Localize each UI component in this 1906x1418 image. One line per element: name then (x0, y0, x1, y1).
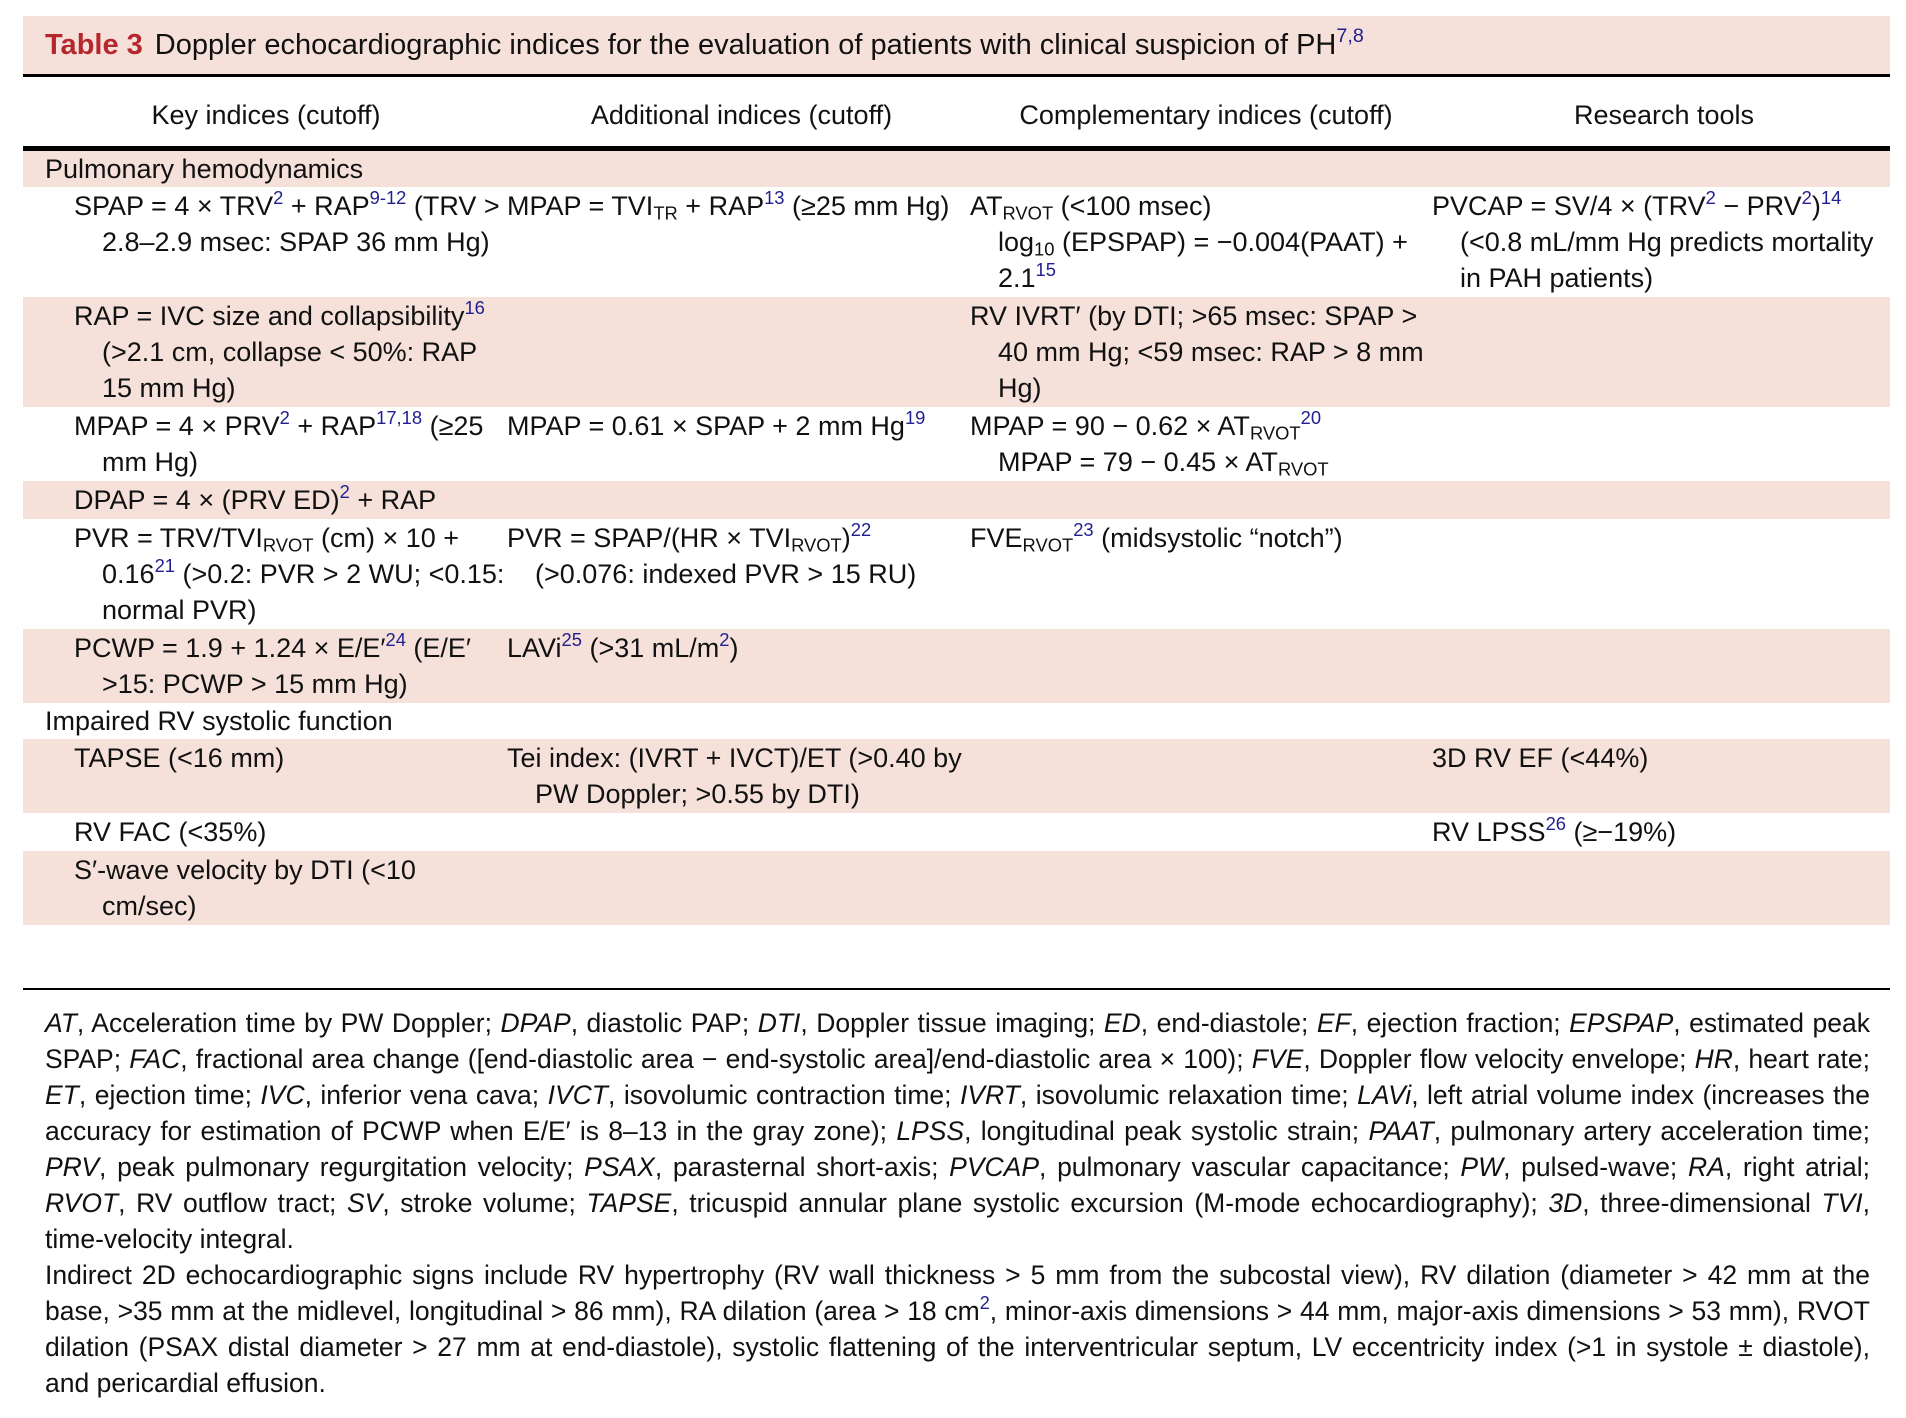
text-segment: (cm) × 10 + 0.16 (102, 523, 460, 589)
footnote-paragraph (45, 1257, 1870, 1401)
text-segment: , longitudinal peak systolic strain; (964, 1116, 1369, 1146)
text-segment: PCWP = 1.9 + 1.24 × E/E′ (74, 633, 386, 663)
abbreviation: IVC (260, 1080, 305, 1110)
abbreviation: PW (1460, 1152, 1504, 1182)
abbreviation: DPAP (500, 1008, 571, 1038)
text-segment: ) (841, 523, 851, 553)
abbreviation: 3D (1548, 1188, 1583, 1218)
cell-text (1432, 851, 1890, 853)
cell-text (1432, 739, 1890, 777)
cell-text (1432, 297, 1890, 299)
cell-text (23, 519, 507, 629)
reference-superscript: 22 (850, 518, 872, 540)
cell-text (507, 739, 970, 813)
text-segment: (≥25 mm Hg) (784, 191, 950, 221)
section-row (23, 703, 1890, 739)
text-segment: RV LPSS (1432, 817, 1546, 847)
text-segment: (>2.1 cm, collapse < 50%: RAP 15 mm Hg) (102, 337, 477, 403)
text-segment: FVE (970, 523, 1023, 553)
text-segment: 3D RV EF (<44%) (1432, 743, 1649, 773)
cell-text (507, 297, 970, 299)
subscript: TR (653, 202, 678, 224)
table-cell (970, 297, 1432, 407)
abbreviation: LPSS (896, 1116, 965, 1146)
table-cell (507, 813, 970, 851)
section-row (23, 151, 1890, 187)
abbreviation: PSAX (584, 1152, 655, 1182)
abbreviation: EPSPAP (1569, 1008, 1674, 1038)
reference-superscript: 2 (719, 628, 730, 650)
subscript: RVOT (791, 534, 842, 556)
abbreviation: FVE (1251, 1044, 1304, 1074)
text-segment: AT (970, 191, 1003, 221)
table-cell (507, 481, 970, 519)
cell-text (507, 519, 970, 593)
table-caption: Doppler echocardiographic indices for the evaluation of patients with clinical suspicion of PH (154, 29, 1337, 61)
table-cell (507, 187, 970, 297)
table-cell (507, 407, 970, 481)
header-key-indices: Key indices (cutoff) (151, 100, 381, 130)
text-segment: log (998, 227, 1035, 257)
title-reference: 7,8 (1336, 25, 1364, 48)
text-segment: , pulmonary vascular capacitance; (1039, 1152, 1461, 1182)
table-row (23, 297, 1890, 407)
text-segment: , pulsed-wave; (1503, 1152, 1688, 1182)
cell-text (970, 813, 1432, 815)
text-segment: , right atrial; (1724, 1152, 1870, 1182)
text-segment: Tei index: (IVRT + IVCT)/ET (>0.40 by PW Doppler; >0.55 by DTI) (507, 743, 962, 809)
reference-superscript: 17,18 (376, 406, 423, 428)
text-segment: , Acceleration time by PW Doppler; (76, 1008, 501, 1038)
reference-superscript: 9-12 (369, 186, 407, 208)
text-segment: PVCAP = SV/4 × (TRV (1432, 191, 1706, 221)
table-cell (970, 851, 1432, 925)
table-title (23, 16, 1890, 74)
cell-text (507, 629, 970, 667)
table-cell (1432, 187, 1890, 297)
text-segment: ) (729, 633, 739, 663)
text-segment: MPAP = 4 × PRV (74, 411, 280, 441)
text-segment: , left atrial volume index (increases the accuracy for estimation of PCWP when E/E′ is 8–13 in the gray zone); (45, 1080, 1870, 1146)
table-cell (507, 519, 970, 629)
table-cell (1432, 629, 1890, 703)
text-segment: , time-velocity integral. (45, 1188, 1871, 1254)
indices-table (23, 151, 1890, 925)
text-segment: , tricuspid annular plane systolic excursion (M-mode echocardiography); (671, 1188, 1549, 1218)
cell-text (507, 851, 970, 853)
table-cell (507, 851, 970, 925)
text-segment: MPAP = TVI (507, 191, 654, 221)
cell-text (970, 187, 1432, 297)
cell-text (1432, 629, 1890, 631)
table-row (23, 739, 1890, 813)
table-cell (970, 187, 1432, 297)
table-label: Table 3 (45, 29, 143, 61)
cell-text (23, 813, 507, 851)
reference-superscript: 13 (764, 186, 785, 208)
table-cell (23, 629, 507, 703)
reference-superscript: 2 (339, 480, 350, 502)
table-cell (507, 297, 970, 407)
text-segment: , inferior vena cava; (304, 1080, 548, 1110)
table-cell (1432, 739, 1890, 813)
text-segment: MPAP = 90 − 0.62 × AT (970, 411, 1250, 441)
text-segment: SPAP = 4 × TRV (74, 191, 274, 221)
table-footnotes (45, 1005, 1870, 1401)
abbreviation: LAVi (1357, 1080, 1412, 1110)
abbreviation: RA (1688, 1152, 1725, 1182)
text-segment: , ejection fraction; (1350, 1008, 1570, 1038)
table-cell (970, 481, 1432, 519)
abbreviation: EF (1316, 1008, 1351, 1038)
bottom-rule (23, 988, 1890, 990)
text-segment: (≥−19%) (1566, 817, 1677, 847)
cell-text (23, 407, 507, 481)
cell-text (23, 851, 507, 925)
text-segment: , heart rate; (1732, 1044, 1870, 1074)
text-segment: , stroke volume; (382, 1188, 587, 1218)
cell-text (970, 629, 1432, 631)
table-cell (970, 813, 1432, 851)
text-segment: ) (1811, 191, 1821, 221)
table-cell (23, 481, 507, 519)
cell-text (1432, 481, 1890, 483)
reference-superscript: 25 (561, 628, 582, 650)
cell-text (23, 739, 507, 777)
table-cell (1432, 297, 1890, 407)
reference-superscript: 15 (1035, 258, 1056, 280)
cell-text (1432, 187, 1890, 297)
cell-text (970, 407, 1432, 481)
reference-superscript: 21 (154, 554, 175, 576)
cell-text (970, 519, 1432, 557)
abbreviation: PVCAP (949, 1152, 1039, 1182)
text-segment: MPAP = 79 − 0.45 × AT (998, 447, 1278, 477)
cell-text (1432, 519, 1890, 521)
table-cell (970, 519, 1432, 629)
text-segment: RV IVRT′ (by DTI; >65 msec: SPAP > 40 mm Hg; <59 msec: RAP > 8 mm Hg) (970, 301, 1424, 403)
abbreviation: RVOT (45, 1188, 119, 1218)
table-cell (23, 187, 507, 297)
reference-superscript: 2 (273, 186, 284, 208)
text-segment: − PRV (1715, 191, 1802, 221)
subscript: RVOT (262, 534, 314, 556)
reference-superscript: 23 (1073, 518, 1094, 540)
text-segment: (E/E′ >15: PCWP > 15 mm Hg) (102, 633, 471, 699)
text-segment: (>0.076: indexed PVR > 15 RU) (535, 559, 917, 589)
cell-text (1432, 813, 1890, 851)
table-row (23, 407, 1890, 481)
cell-text (970, 297, 1432, 407)
table-cell (970, 739, 1432, 813)
text-segment: + RAP (677, 191, 765, 221)
reference-superscript: 2 (279, 406, 290, 428)
text-segment: , isovolumic contraction time; (608, 1080, 960, 1110)
cell-text (970, 851, 1432, 853)
table-cell (23, 813, 507, 851)
cell-text (970, 739, 1432, 741)
text-segment: TAPSE (<16 mm) (74, 743, 285, 773)
abbreviation: DTI (757, 1008, 801, 1038)
reference-superscript: 16 (464, 296, 485, 318)
text-segment: , fractional area change ([end-diastolic area − end-systolic area]/end-diastolic area × 100); (180, 1044, 1252, 1074)
text-segment: PVR = TRV/TVI (74, 523, 263, 553)
text-segment: RAP = IVC size and collapsibility (74, 301, 465, 331)
reference-superscript: 26 (1545, 812, 1566, 834)
header-additional-indices: Additional indices (cutoff) (590, 100, 893, 130)
text-segment: (EPSPAP) = −0.004(PAAT) + 2.1 (998, 227, 1408, 293)
reference-superscript: 19 (904, 406, 926, 428)
cell-text (23, 481, 507, 519)
text-segment: PVR = SPAP/(HR × TVI (507, 523, 792, 553)
cell-text (507, 187, 970, 225)
text-segment: , RV outflow tract; (118, 1188, 347, 1218)
subscript: RVOT (1022, 534, 1074, 556)
table-cell (1432, 813, 1890, 851)
table-cell (507, 739, 970, 813)
text-segment: , Doppler flow velocity envelope; (1303, 1044, 1695, 1074)
table-cell (23, 739, 507, 813)
text-segment: (<0.8 mL/mm Hg predicts mortality in PAH patients) (1460, 227, 1874, 293)
reference-superscript: 24 (385, 628, 406, 650)
text-segment: + RAP (349, 485, 437, 515)
reference-superscript: 14 (1820, 186, 1842, 208)
abbreviation: PRV (45, 1152, 100, 1182)
cell-text (970, 481, 1432, 483)
text-segment: LAVi (507, 633, 562, 663)
text-segment: (TRV > 2.8–2.9 msec: SPAP 36 mm Hg) (102, 191, 500, 257)
table-cell (1432, 519, 1890, 629)
section-heading: Pulmonary hemodynamics (23, 151, 1890, 187)
section-heading: Impaired RV systolic function (45, 706, 393, 736)
text-segment: , parasternal short-axis; (654, 1152, 950, 1182)
subscript: 10 (1034, 238, 1055, 260)
table-row (23, 519, 1890, 629)
text-segment: (midsystolic “notch”) (1093, 523, 1343, 553)
text-segment: , end-diastole; (1140, 1008, 1317, 1038)
table-row (23, 813, 1890, 851)
table-row (23, 481, 1890, 519)
text-segment: (>0.2: PVR > 2 WU; <0.15: normal PVR) (102, 559, 505, 625)
cell-text (507, 481, 970, 483)
column-headers (23, 77, 1890, 153)
reference-superscript: 2 (1801, 186, 1812, 208)
cell-text (23, 629, 507, 703)
cell-text (23, 297, 507, 407)
abbreviation: IVCT (547, 1080, 608, 1110)
cell-text (507, 407, 970, 445)
text-segment: , isovolumic relaxation time; (1019, 1080, 1358, 1110)
text-segment: DPAP = 4 × (PRV ED) (74, 485, 340, 515)
text-segment: RV FAC (<35%) (74, 817, 267, 847)
table-cell (23, 851, 507, 925)
table-cell (970, 407, 1432, 481)
subscript: RVOT (1002, 202, 1054, 224)
text-segment: + RAP (289, 411, 377, 441)
table-row (23, 187, 1890, 297)
table-cell (23, 407, 507, 481)
abbreviation: SV (347, 1188, 383, 1218)
table-cell (1432, 481, 1890, 519)
text-segment: , peak pulmonary regurgitation velocity; (99, 1152, 585, 1182)
table-row (23, 629, 1890, 703)
table-cell (970, 629, 1432, 703)
reference-superscript: 2 (979, 1293, 990, 1314)
table-cell (1432, 407, 1890, 481)
abbreviation: ED (1103, 1008, 1141, 1038)
table-cell (1432, 851, 1890, 925)
text-segment: , diastolic PAP; (570, 1008, 758, 1038)
subscript: RVOT (1249, 422, 1301, 444)
text-segment: , three-dimensional (1582, 1188, 1822, 1218)
text-segment: (≥25 mm Hg) (102, 411, 484, 477)
subscript: RVOT (1277, 458, 1329, 480)
table-cell (507, 629, 970, 703)
text-segment: , Doppler tissue imaging; (800, 1008, 1104, 1038)
abbreviation: HR (1694, 1044, 1733, 1074)
abbreviation: ET (45, 1080, 79, 1110)
text-segment: + RAP (283, 191, 370, 221)
text-segment: (>31 mL/m (581, 633, 720, 663)
cell-text (1432, 407, 1890, 409)
text-segment: , minor-axis dimensions > 44 mm, major-axis dimensions > 53 mm), RVOT dilation (PSAX distal diameter > 27 mm at end-diastole), systolic flattening of the interventricular septum, LV eccentricity index (>1 in systole ± diastole), and pericardial effusion. (45, 1296, 1870, 1398)
text-segment: Indirect 2D echocardiographic signs include RV hypertrophy (RV wall thickness > 5 mm from the subcostal view), RV dilation (diameter > 42 mm at the base, >35 mm at the midlevel, longitudinal > 86 mm), RA dilation (area > 18 cm (45, 1260, 1870, 1326)
reference-superscript: 2 (1705, 186, 1716, 208)
text-segment: (<100 msec) (1053, 191, 1212, 221)
reference-superscript: 20 (1300, 406, 1322, 428)
table-cell (23, 519, 507, 629)
footnote-paragraph (45, 1005, 1870, 1257)
header-complementary-indices: Complementary indices (cutoff) (1019, 100, 1393, 130)
text-segment: , ejection time; (78, 1080, 261, 1110)
abbreviation: AT (45, 1008, 77, 1038)
text-segment: , estimated peak SPAP; (45, 1008, 1870, 1074)
text-segment: , pulmonary artery acceleration time; (1433, 1116, 1870, 1146)
table-cell (23, 297, 507, 407)
abbreviation: PAAT (1368, 1116, 1434, 1146)
cell-text (507, 813, 970, 815)
abbreviation: IVRT (959, 1080, 1020, 1110)
abbreviation: TVI (1821, 1188, 1863, 1218)
text-segment: S′-wave velocity by DTI (<10 cm/sec) (74, 855, 416, 921)
abbreviation: TAPSE (586, 1188, 672, 1218)
table-row (23, 851, 1890, 925)
cell-text (23, 187, 507, 261)
text-segment: MPAP = 0.61 × SPAP + 2 mm Hg (507, 411, 905, 441)
abbreviation: FAC (129, 1044, 181, 1074)
header-research-tools: Research tools (1573, 100, 1755, 130)
